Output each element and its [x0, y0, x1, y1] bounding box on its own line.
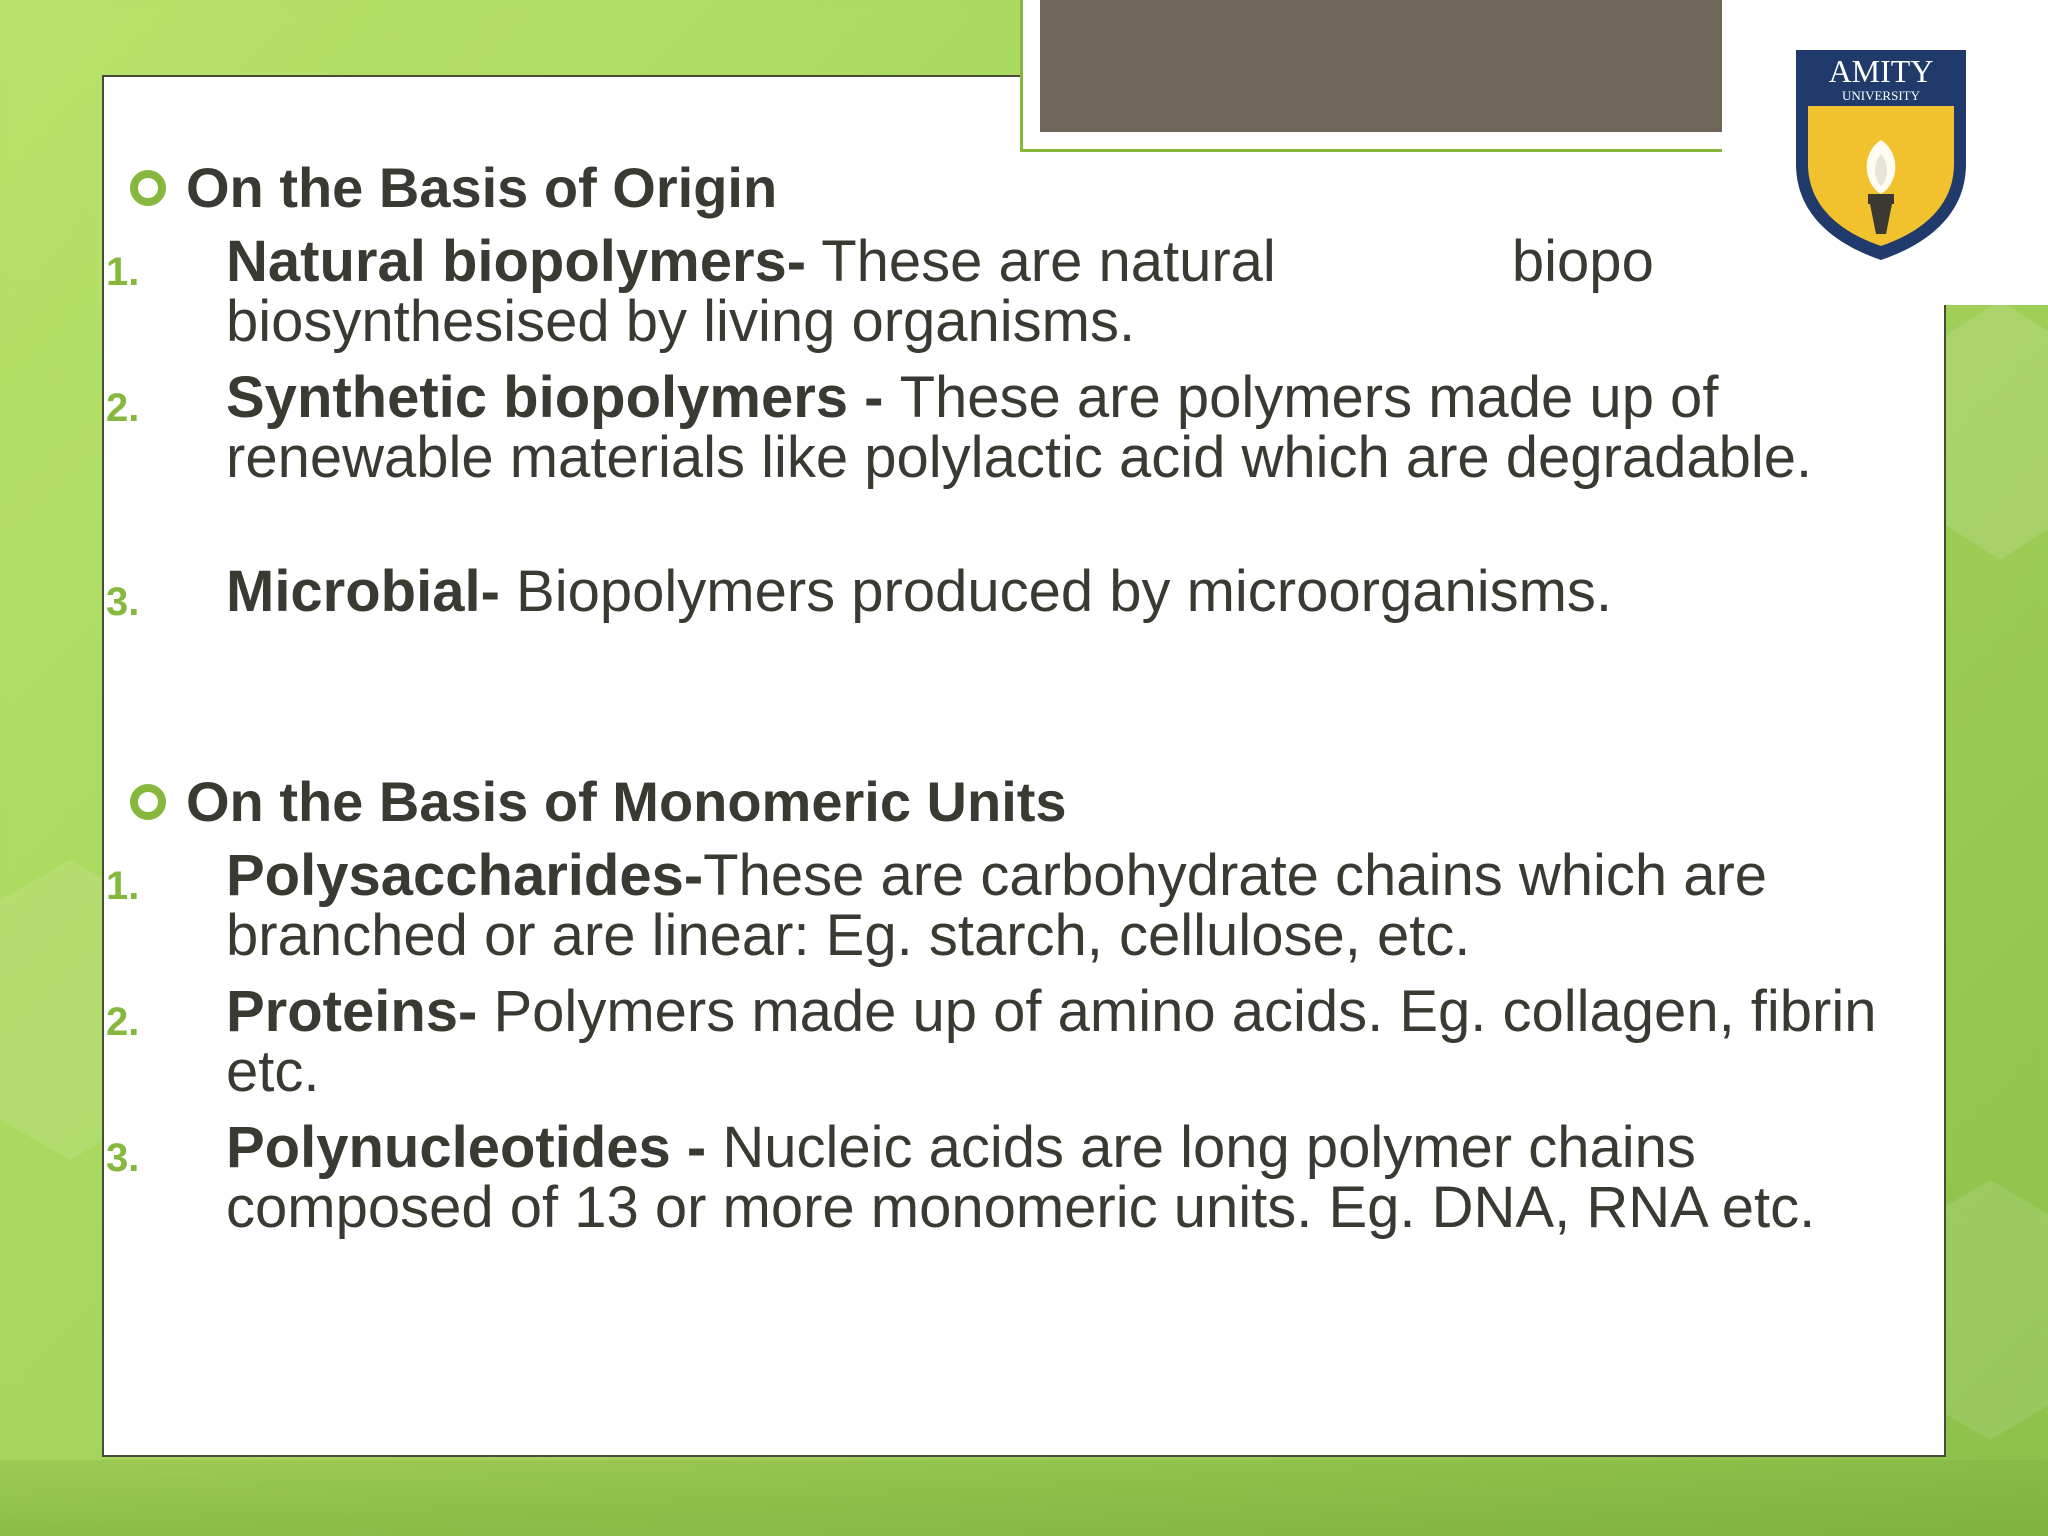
- item-desc: Biopolymers produced by microorganisms.: [499, 559, 1613, 624]
- item-text: [226, 229, 1986, 354]
- item-desc: Nucleic acids are long polymer chains composed of 13 or more monomeric units. Eg. DNA, RNA etc.: [226, 1115, 1816, 1240]
- circle-bullet-icon: [130, 784, 166, 820]
- item-desc: These are polymers made up of renewable materials like polylactic acid which are degradable.: [226, 365, 1813, 490]
- item-number: 2.: [106, 386, 140, 430]
- logo-subtitle: UNIVERSITY: [1842, 88, 1920, 103]
- item-number: 1.: [106, 250, 140, 294]
- item-term: Microbial-: [226, 559, 500, 624]
- background-band: [0, 1460, 2048, 1536]
- item-term: Proteins-: [226, 979, 478, 1044]
- item-desc: These are natural: [806, 229, 1292, 294]
- item-text: [226, 1115, 1906, 1240]
- item-desc-cut: biopo: [1511, 229, 1654, 294]
- item-number: 3.: [106, 1136, 140, 1180]
- item-desc: Polymers made up of amino acids. Eg. collagen, fibrin etc.: [226, 979, 1877, 1104]
- amity-university-logo: [1788, 44, 1974, 264]
- item-text: [226, 559, 1986, 624]
- item-text: [226, 843, 1986, 968]
- title-placeholder-block: [1040, 0, 1740, 132]
- section-heading-monomeric: [130, 770, 1067, 834]
- item-term: Synthetic biopolymers -: [226, 365, 900, 430]
- logo-title: AMITY: [1828, 53, 1934, 89]
- section-heading-origin: [130, 156, 777, 220]
- item-term: Natural biopolymers-: [226, 229, 807, 294]
- circle-bullet-icon: [130, 170, 166, 206]
- item-desc: These are carbohydrate chains which are branched or are linear: Eg. starch, cellulose, etc.: [226, 843, 1768, 968]
- item-term: Polysaccharides-: [226, 843, 704, 908]
- item-number: 3.: [106, 580, 140, 624]
- item-desc-line2: biosynthesised by living organisms.: [226, 289, 1136, 354]
- item-term: Polynucleotides -: [226, 1115, 723, 1180]
- item-number: 1.: [106, 864, 140, 908]
- heading-text: On the Basis of Monomeric Units: [186, 770, 1067, 833]
- item-number: 2.: [106, 1000, 140, 1044]
- item-text: [226, 979, 1926, 1104]
- item-text: [226, 365, 1866, 490]
- heading-text: On the Basis of Origin: [186, 156, 778, 219]
